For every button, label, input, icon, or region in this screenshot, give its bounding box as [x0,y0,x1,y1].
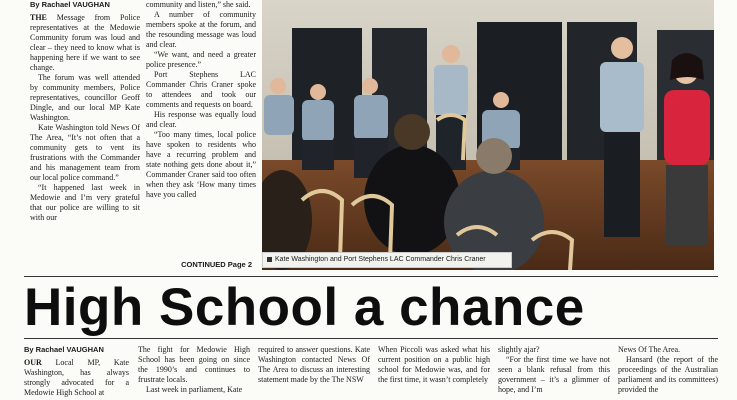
forum-photo [262,0,714,270]
bottom-story-column-1 [24,345,129,400]
story-paragraph: A number of community members spoke at the forum, and the resounding message was loud and clear. [146,10,256,49]
story-paragraph: “For the first time we have not seen a blank refusal from this government – it’s a glimmer of hope, and I’m [498,355,610,394]
bottom-story-column-6 [618,345,718,400]
story-paragraph: required to answer questions. Kate Washington contacted News Of The Area to discuss an interesting statement made by the The NSW [258,345,370,384]
headline-rule-bottom [24,338,718,339]
lead-word: OUR [24,358,42,367]
story-paragraph: His response was equally loud and clear. [146,110,256,129]
bottom-story-column-4 [378,345,490,400]
story-column-2 [146,0,256,270]
bottom-story-column-3 [258,345,370,400]
story-paragraph: “Too many times, local police have spoken to residents who have a recurring problem and state nothing gets done about it,” Commander Craner said too often when they ask ‘How many times have you called [146,130,256,199]
bottom-story-column-2 [138,345,250,400]
headline: High School a chance [24,278,585,337]
story-paragraph: The forum was well attended by community members, Police representatives, councillor Geoff Dingle, and our local MP Kate Washington. [30,73,140,122]
bottom-story-column-5 [498,345,610,400]
story-paragraph: When Piccoli was asked what his current position on a public high school for Medowie was, and for the first time, it wasn’t completely [378,345,490,384]
story-column-1 [30,0,140,270]
headline-rule-top [24,276,718,277]
forum-photo-illustration [262,0,714,270]
story-paragraph: slightly ajar? [498,345,540,354]
bottom-byline: By Rachael VAUGHAN [24,345,104,354]
story-paragraph: Hansard (the report of the proceedings of the Australian parliament and its committees) provided the [618,355,718,394]
story-paragraph: “It happened last week in Medowie and I’m very grateful that our police are willing to sit with our [30,183,140,222]
photo-caption: Kate Washington and Port Stephens LAC Commander Chris Craner [262,252,512,268]
caption-marker-icon [267,257,272,262]
story-paragraph: OUR Local MP, Kate Washington, has always strongly advocated for a Medowie High School at [24,358,129,397]
story-paragraph: The fight for Medowie High School has been going on since the 1990’s and continues to frustrate locals. [138,345,250,384]
story-paragraph: community and listen,” she said. [146,0,251,9]
story-paragraph: Last week in parliament, Kate [146,385,243,394]
lead-word: THE [30,13,47,22]
story-paragraph: Port Stephens LAC Commander Chris Craner spoke to attendees and took our comments and requests on board. [146,70,256,109]
story-paragraph: News Of The Area. [618,345,681,354]
story-paragraph: “We want, and need a greater police presence.” [146,50,256,69]
byline: By Rachael VAUGHAN [30,0,110,9]
story-paragraph: THE Message from Police representatives at the Medowie Community forum was loud and clear – they need to know what is happening here if we want to see change. [30,13,140,72]
story-paragraph: Kate Washington told News Of The Area, “It’s not often that a community gets to vent its frustrations with the Commander and his management team from our local police command.” [30,123,140,182]
continued-note: CONTINUED Page 2 [181,260,252,269]
